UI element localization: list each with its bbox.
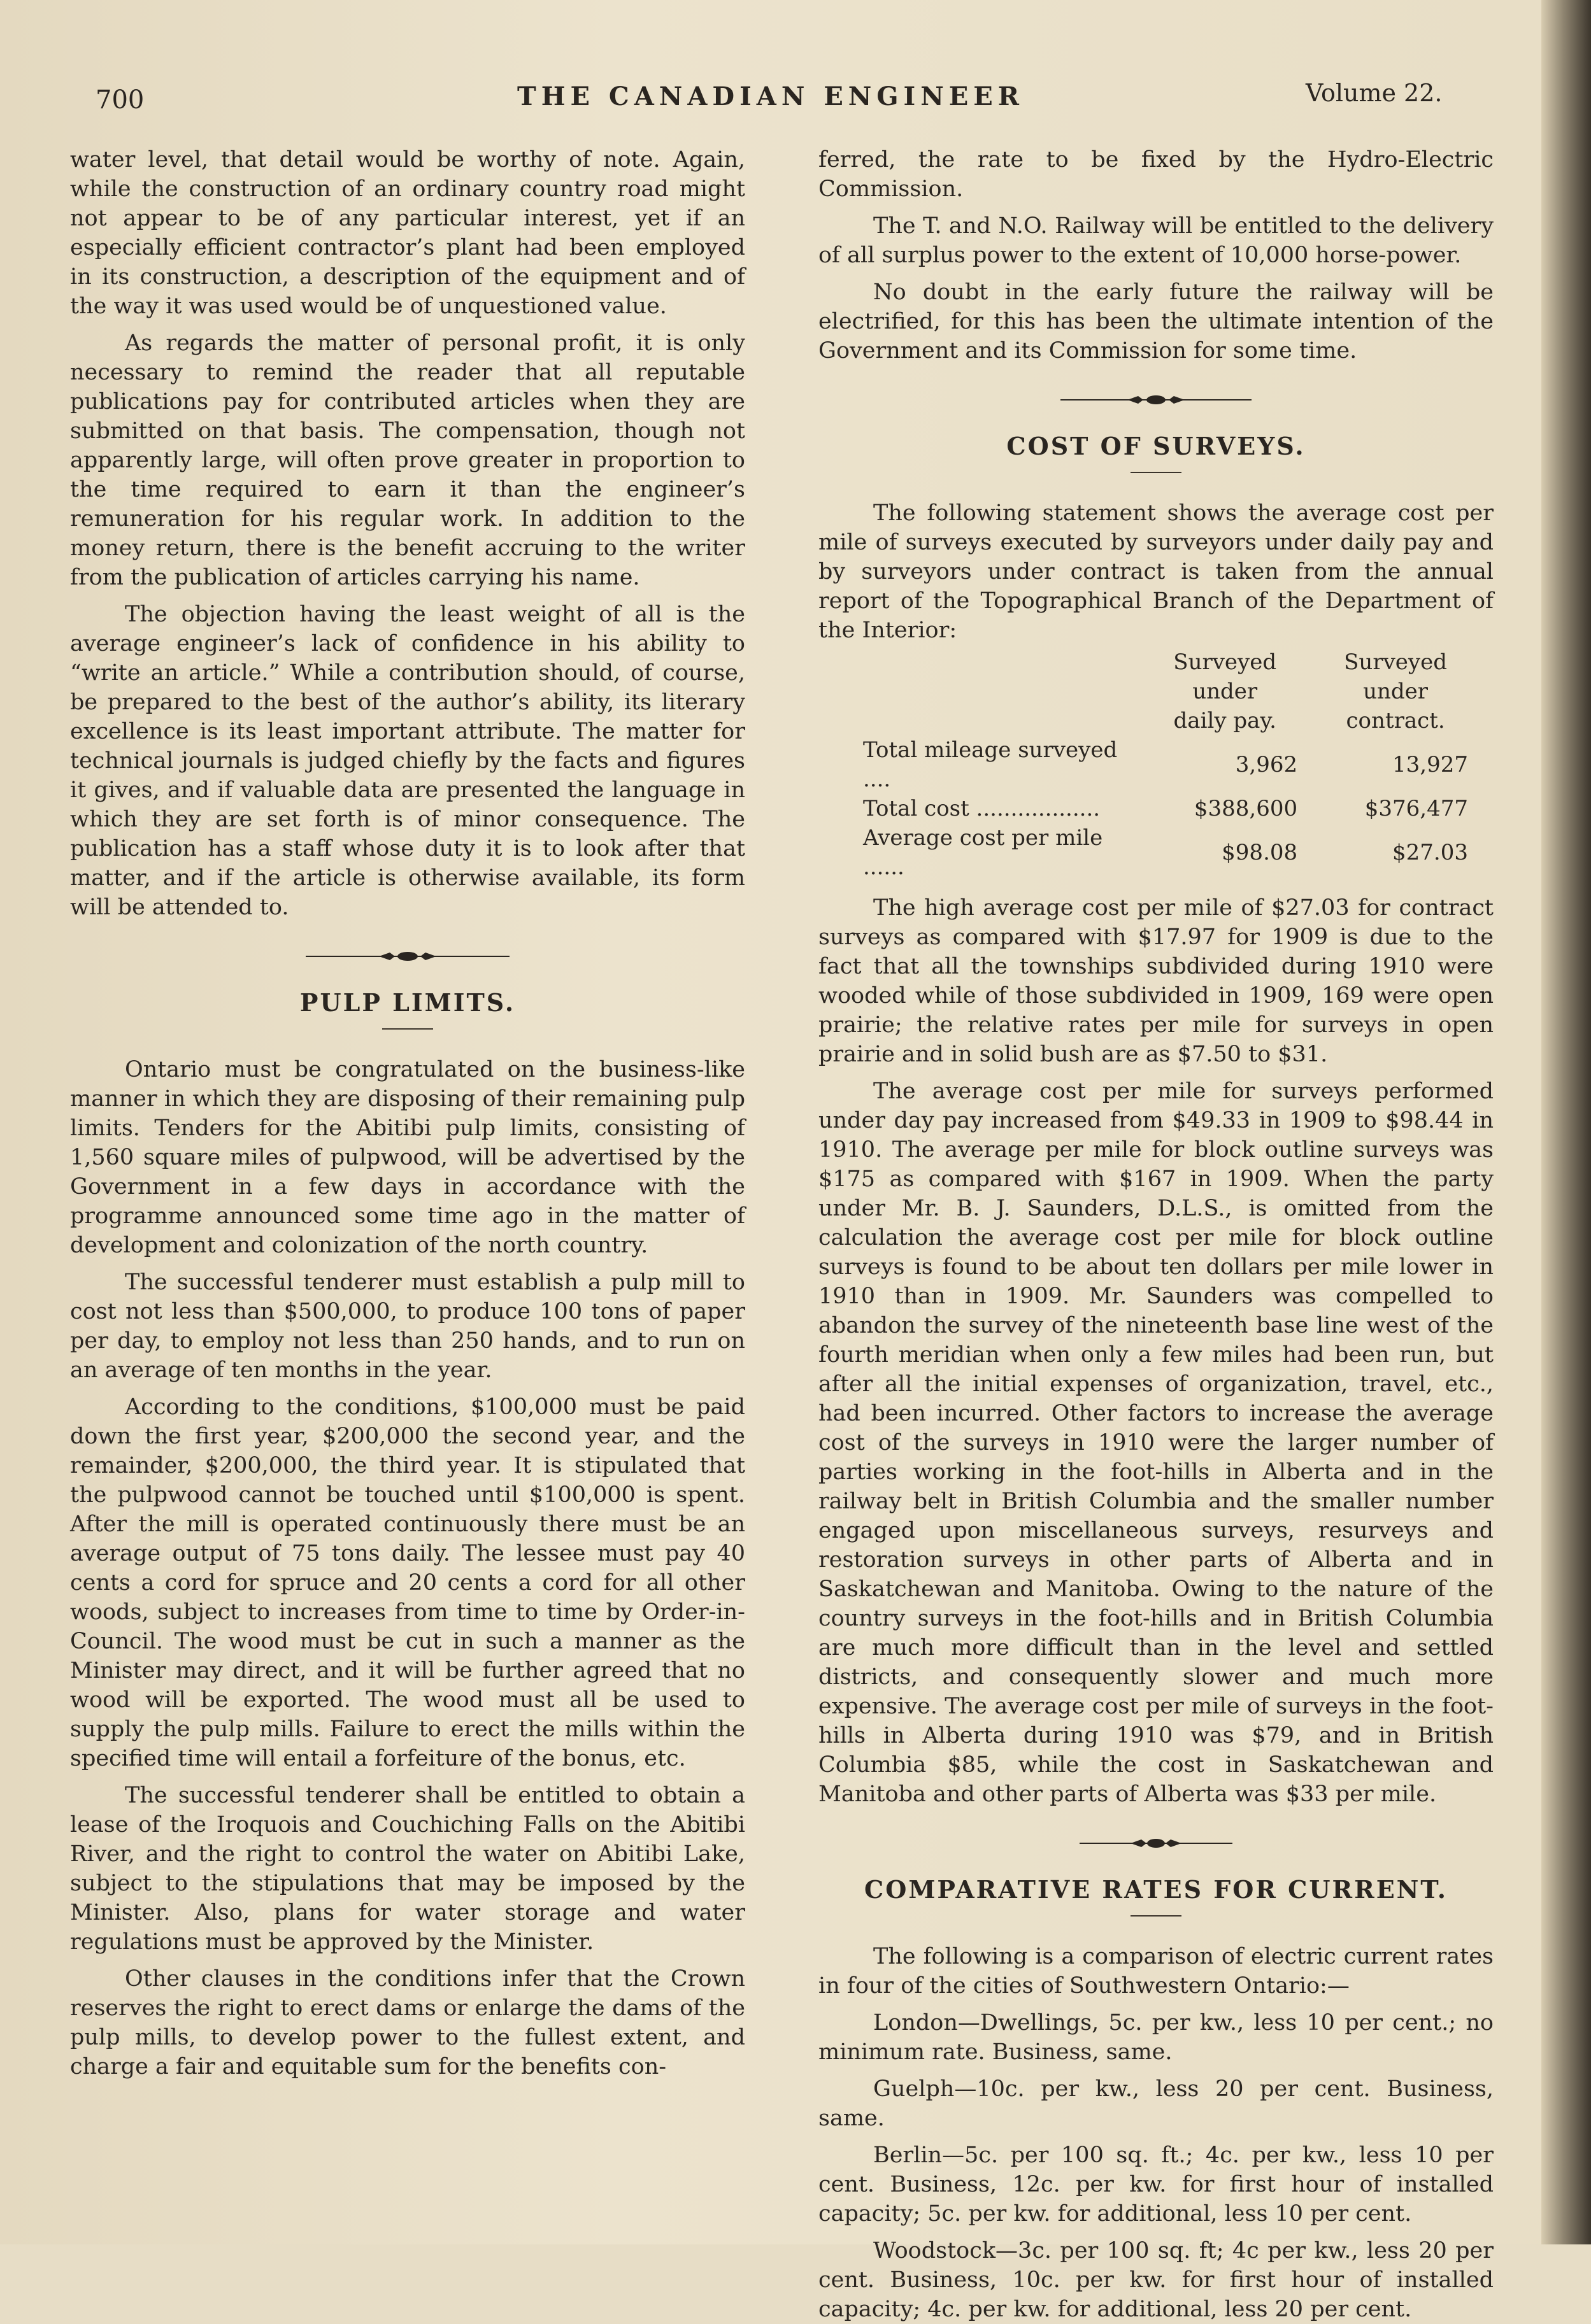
- column-header-contract-b: contract.: [1346, 708, 1445, 733]
- row-label: Total cost ..................: [863, 796, 1101, 821]
- heading-rule: [1131, 472, 1181, 473]
- running-title: THE CANADIAN ENGINEER: [517, 81, 1025, 111]
- left-column: [70, 145, 745, 2081]
- paragraph: Woodstock—3c. per 100 sq. ft; 4c per kw., less 20 per cent. Business, 10c. per kw. for first hour of installed capacity; 4c. per kw. for additional, less 20 per cent.: [818, 2238, 1494, 2322]
- page-number: 700: [96, 85, 145, 115]
- paragraph: The following is a comparison of electric current rates in four of the cities of Southwestern Ontario:—: [818, 1944, 1494, 1999]
- contract-value: $27.03: [1392, 840, 1468, 865]
- running-header: [0, 75, 1541, 126]
- contract-value: $376,477: [1364, 796, 1468, 821]
- table-header-row: [818, 648, 1481, 706]
- survey-cost-table: [818, 648, 1481, 882]
- paragraph: The following statement shows the average cost per mile of surveys executed by surveyors under daily pay and by surveyors under contract is taken from the annual report of the Topographical Branch of the Department of the Interior:: [818, 500, 1494, 643]
- table-row: [818, 823, 1481, 882]
- table-row: [818, 794, 1481, 823]
- column-header-daily-a: Surveyed under: [1173, 649, 1277, 704]
- paragraph: The objection having the least weight of all is the average engineer’s lack of confidence in his ability to “write an article.” While a contribution should, of course, be prepared to the best of the author’s ability, its literary excellence is its least important attribute. The matter for technical journals is judged chiefly by the facts and figures it gives, and if valuable data are presented the language in which they are set forth is of minor consequence. The publication has a staff whose duty it is to look after that matter, and if the article is otherwise available, its form will be attended to.: [70, 602, 745, 920]
- volume-label: Volume 22.: [1306, 79, 1443, 107]
- paragraph: The average cost per mile for surveys performed under day pay increased from $49.33 in 1909 to $98.44 in 1910. The average per mile for block outline surveys was $175 as compared with $167 in 1909. When the party under Mr. B. J. Saunders, D.L.S., is omitted from the calculation the average cost per mile for block outline surveys is found to be about ten dollars per mile lower in 1910 than in 1909. Mr. Saunders was compelled to abandon the survey of the nineteenth base line west of the fourth meridian when only a few miles had been run, but after all the initial expenses of organization, travel, etc., had been incurred. Other factors to increase the average cost of the surveys in 1910 were the larger number of parties working in the foot-hills in Alberta and in the railway belt in British Columbia and the smaller number engaged upon miscellaneous surveys, resurveys and restoration surveys in other parts of Alberta and in Saskatchewan and Manitoba. Owing to the nature of the country surveys in the foot-hills and in British Columbia are much more difficult than in the level and settled districts, and consequently slower and much more expensive. The average cost per mile of surveys in the foot-hills in Alberta during 1910 was $79, and in British Columbia $85, while the cost in Saskatchewan and Manitoba and other parts of Alberta was $33 per mile.: [818, 1079, 1494, 1807]
- table-header-row: [818, 706, 1481, 735]
- section-heading-cost-of-surveys: COST OF SURVEYS.: [1006, 432, 1306, 460]
- paragraph: The successful tenderer shall be entitled to obtain a lease of the Iroquois and Couchiching Falls on the Abitibi River, and the right to control the water on Abitibi Lake, subject to the stipulations that may be imposed by the Minister. Also, plans for water storage and water regulations must be approved by the Minister.: [70, 1783, 745, 1955]
- heading-rule: [1131, 1915, 1181, 1917]
- paragraph: Other clauses in the conditions infer that the Crown reserves the right to erect dams or enlarge the dams of the pulp mills, to develop power to the fullest extent, and charge a fair and equitable sum for the benefits con-: [70, 1966, 745, 2080]
- contract-value: 13,927: [1392, 752, 1468, 777]
- column-header-daily-b: daily pay.: [1173, 708, 1276, 733]
- paragraph: Guelph—10c. per kw., less 20 per cent. Business, same.: [818, 2076, 1494, 2131]
- paragraph: According to the conditions, $100,000 must be paid down the first year, $200,000 the second year, and the remainder, $200,000, the third year. It is stipulated that the pulpwood cannot be touched until $100,000 is spent. After the mill is operated continuously there must be an average output of 75 tons daily. The lessee must pay 40 cents a cord for spruce and 20 cents a cord for all other woods, subject to increases from time to time by Order-in-Council. The wood must be cut in such a manner as the Minister may direct, and it will be further agreed that no wood will be exported. The wood must all be used to supply the pulp mills. Failure to erect the mills within the specified time will entail a forfeiture of the bonus, etc.: [70, 1394, 745, 1771]
- paragraph: The successful tenderer must establish a pulp mill to cost not less than $500,000, to produce 100 tons of paper per day, to employ not less than 250 hands, and to run on an average of ten months in the year.: [70, 1270, 745, 1383]
- row-label: Average cost per mile ......: [863, 825, 1103, 880]
- paragraph: ferred, the rate to be fixed by the Hydro-Electric Commission.: [818, 147, 1494, 202]
- heading-rule: [382, 1028, 433, 1030]
- section-heading-pulp-limits: PULP LIMITS.: [299, 988, 516, 1017]
- paragraph: As regards the matter of personal profit, it is only necessary to remind the reader that all reputable publications pay for contributed articles when they are submitted on that basis. The compensation, though not apparently large, will often prove greater in proportion to the time required to earn it than the engineer’s remuneration for his regular work. In addition to the money return, there is the benefit accruing to the writer from the publication of articles carrying his name.: [70, 330, 745, 590]
- table-row: [818, 735, 1481, 794]
- book-spine-shadow: [1541, 0, 1591, 2244]
- section-separator-ornament: [306, 950, 510, 963]
- daily-pay-value: $98.08: [1222, 840, 1298, 865]
- daily-pay-value: 3,962: [1235, 752, 1298, 777]
- daily-pay-value: $388,600: [1194, 796, 1298, 821]
- section-heading-comparative-rates: COMPARATIVE RATES FOR CURRENT.: [864, 1875, 1448, 1904]
- right-column: [818, 145, 1494, 2324]
- paragraph: The T. and N.O. Railway will be entitled to the delivery of all surplus power to the extent of 10,000 horse-power.: [818, 213, 1494, 268]
- section-separator-ornament: [1080, 1837, 1232, 1850]
- paragraph: Ontario must be congratulated on the business-like manner in which they are disposing of their remaining pulp limits. Tenders for the Abitibi pulp limits, consisting of 1,560 square miles of pulpwood, will be advertised by the Government in a few days in accordance with the programme announced some time ago in the matter of development and colonization of the north country.: [70, 1057, 746, 1258]
- paragraph: London—Dwellings, 5c. per kw., less 10 per cent.; no minimum rate. Business, same.: [818, 2010, 1494, 2065]
- paragraph: water level, that detail would be worthy of note. Again, while the construction of an ordinary country road might not appear to be of any particular interest, yet if an especially efficient contractor’s plant had been employed in its construction, a description of the equipment and of the way it was used would be of unquestioned value.: [70, 147, 745, 319]
- row-label: Total mileage surveyed ....: [863, 737, 1118, 792]
- section-separator-ornament: [1060, 393, 1252, 406]
- paragraph: No doubt in the early future the railway will be electrified, for this has been the ultimate intention of the Government and its Commission for some time.: [818, 280, 1494, 364]
- paragraph: The high average cost per mile of $27.03 for contract surveys as compared with $17.97 for 1909 is due to the fact that all the townships subdivided during 1910 were wooded while of those subdivided in 1909, 169 were open prairie; the relative rates per mile for surveys in open prairie and in solid bush are as $7.50 to $31.: [818, 895, 1494, 1067]
- column-header-contract-a: Surveyed under: [1344, 649, 1447, 704]
- paragraph: Berlin—5c. per 100 sq. ft.; 4c. per kw., less 10 per cent. Business, 12c. per kw. for first hour of installed capacity; 5c. per kw. for additional, less 10 per cent.: [818, 2143, 1494, 2227]
